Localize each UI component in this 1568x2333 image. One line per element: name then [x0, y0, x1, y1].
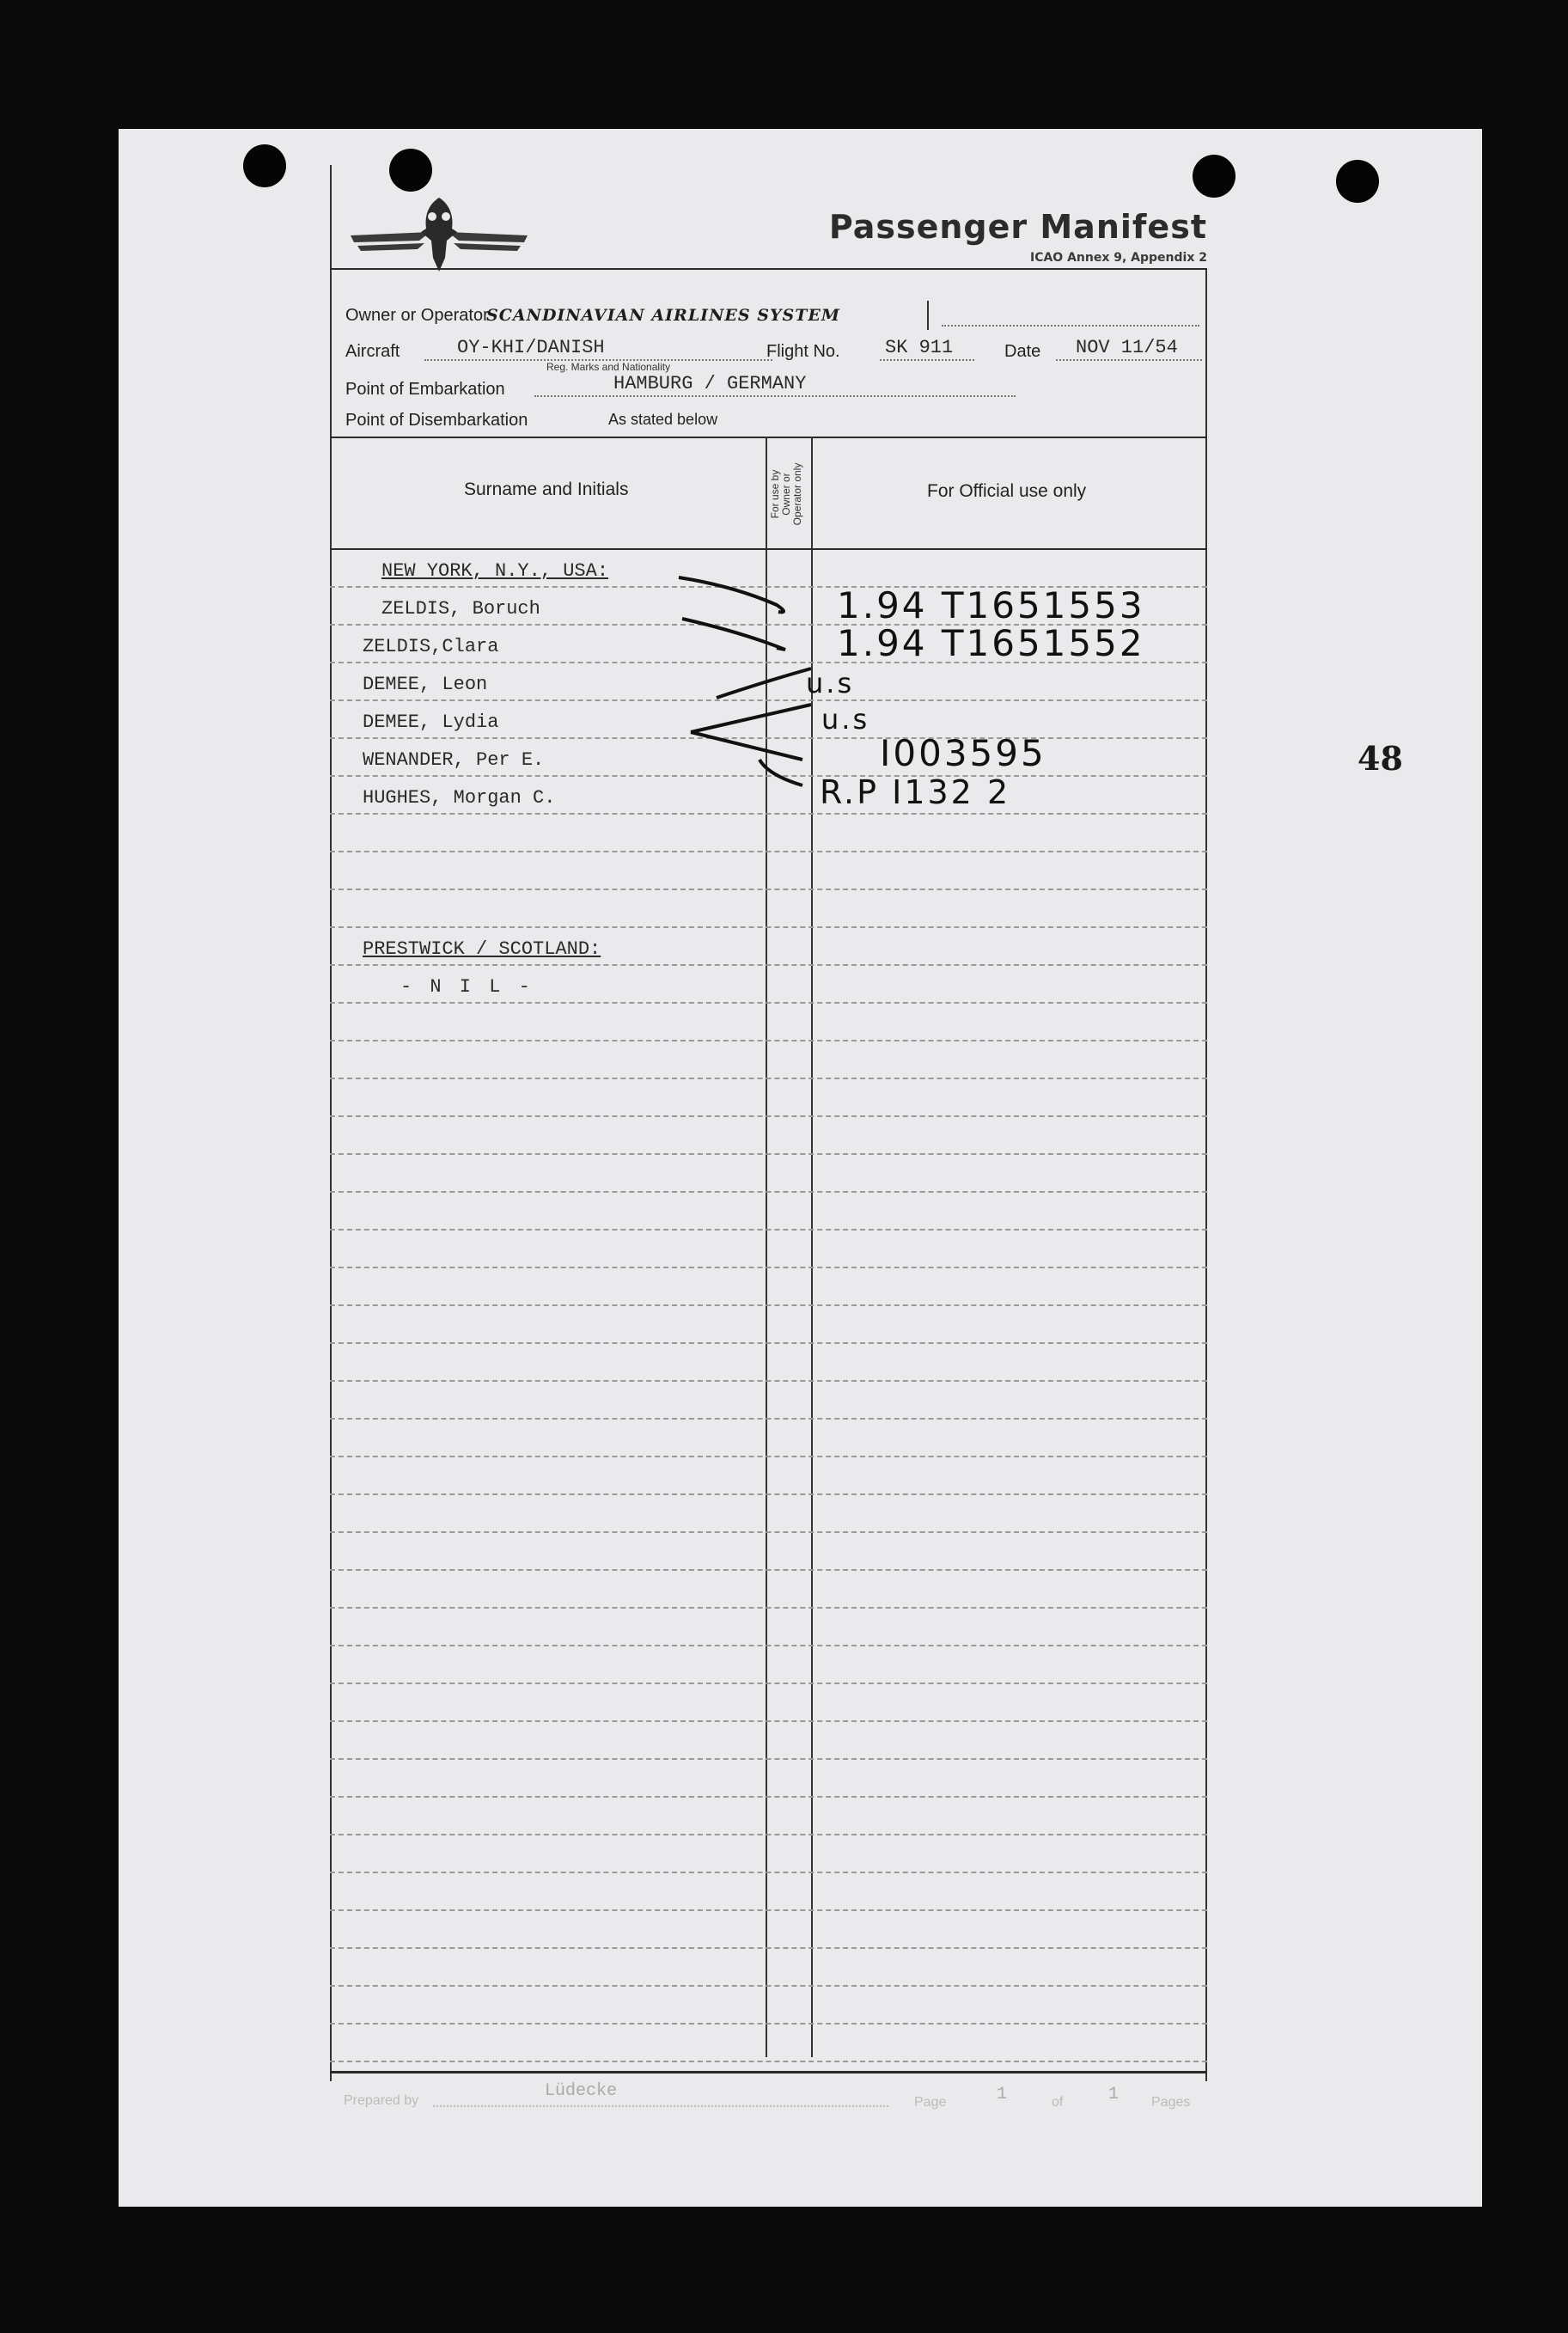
table-row — [330, 1531, 1207, 1533]
passenger-name: DEMEE, Leon — [363, 674, 488, 695]
owner-label: Owner or Operator — [345, 306, 489, 325]
manifest-form — [330, 165, 1207, 2110]
flight-value: SK 911 — [885, 337, 954, 358]
handwritten-note: I003595 — [880, 732, 1046, 774]
passenger-name: WENANDER, Per E. — [363, 749, 545, 771]
header-bottom-rule — [330, 548, 1207, 550]
page-number: 48 — [1358, 739, 1403, 778]
table-row — [330, 1758, 1207, 1760]
table-row — [330, 1267, 1207, 1268]
table-row — [330, 1985, 1207, 1987]
table-row — [330, 889, 1207, 890]
column-header-official: For Official use only — [927, 481, 1087, 501]
table-row — [330, 1229, 1207, 1231]
column-header-name: Surname and Initials — [464, 479, 629, 499]
divider — [927, 301, 929, 330]
table-row — [330, 2061, 1207, 2062]
page-subtitle: ICAO Annex 9, Appendix 2 — [1029, 251, 1207, 265]
handwritten-note: 1.94 T1651553 — [837, 584, 1145, 626]
table-row — [330, 1569, 1207, 1571]
punch-hole — [243, 144, 286, 187]
table-row — [330, 1683, 1207, 1684]
table-row — [330, 1380, 1207, 1382]
punch-hole — [1336, 160, 1379, 203]
prepared-by-label: Prepared by — [344, 2093, 419, 2108]
embarkation-value: HAMBURG / GERMANY — [613, 373, 807, 394]
owner-use-line: Owner or — [780, 473, 792, 516]
passenger-name: ZELDIS,Clara — [363, 636, 499, 657]
of-value: 1 — [1108, 2085, 1120, 2104]
page-label: Page — [914, 2095, 947, 2110]
flight-label: Flight No. — [766, 342, 840, 361]
aircraft-label: Aircraft — [345, 342, 400, 361]
table-row — [330, 1304, 1207, 1306]
disembarkation-label: Point of Disembarkation — [345, 411, 528, 430]
table-row — [330, 1342, 1207, 1344]
disembarkation-value: As stated below — [608, 411, 718, 428]
handwritten-note: u.s — [806, 667, 855, 699]
handwritten-note: u.s — [821, 703, 870, 736]
date-value: NOV 11/54 — [1076, 337, 1178, 358]
table-row — [330, 1796, 1207, 1798]
destination-heading: PRESTWICK / SCOTLAND: — [363, 938, 601, 960]
table-row — [330, 1191, 1207, 1193]
owner-use-line: Operator only — [791, 462, 803, 526]
table-row — [330, 2023, 1207, 2025]
embarkation-dots — [534, 395, 1016, 397]
passenger-name: ZELDIS, Boruch — [381, 598, 540, 620]
nil-entry: - N I L - — [400, 976, 534, 998]
table-top-rule — [330, 437, 1207, 438]
table-row — [330, 1909, 1207, 1911]
table-row — [330, 1153, 1207, 1155]
header-rule — [330, 268, 1207, 270]
table-row — [330, 1078, 1207, 1079]
destination-heading: NEW YORK, N.Y., USA: — [381, 560, 609, 582]
pages-label: Pages — [1151, 2095, 1191, 2110]
table-row — [330, 1002, 1207, 1004]
table-bottom-rule — [330, 2071, 1207, 2073]
date-label: Date — [1004, 342, 1041, 361]
page-title: Passenger Manifest — [828, 208, 1207, 246]
table-row — [330, 1645, 1207, 1646]
owner-value: SCANDINAVIAN AIRLINES SYSTEM — [486, 306, 840, 325]
table-row — [330, 1456, 1207, 1457]
flight-dots — [880, 359, 974, 361]
table-row — [330, 1115, 1207, 1117]
table-row — [330, 1040, 1207, 1041]
owner-dots — [942, 325, 1199, 327]
table-row — [330, 1607, 1207, 1609]
table-row — [330, 926, 1207, 928]
table-row — [330, 1872, 1207, 1873]
handwritten-note: R.P I132 2 — [820, 773, 1011, 811]
aircraft-value: OY-KHI/DANISH — [457, 337, 605, 358]
table-row — [330, 1493, 1207, 1495]
table-row — [330, 851, 1207, 852]
column-header-owner-use — [770, 446, 806, 542]
table-row — [330, 1720, 1207, 1722]
of-label: of — [1052, 2095, 1064, 2110]
table-row — [330, 964, 1207, 966]
page-value: 1 — [997, 2085, 1008, 2104]
airline-logo-icon — [349, 191, 529, 277]
prepared-by-value: Lüdecke — [545, 2081, 618, 2101]
passenger-name: DEMEE, Lydia — [363, 712, 499, 733]
aircraft-sublabel: Reg. Marks and Nationality — [546, 361, 671, 373]
owner-use-line: For use by — [769, 469, 781, 519]
right-border — [1205, 268, 1207, 2081]
passenger-name: HUGHES, Morgan C. — [363, 787, 556, 809]
date-dots — [1056, 359, 1202, 361]
table-row — [330, 1834, 1207, 1835]
prepared-dots — [433, 2105, 888, 2107]
embarkation-label: Point of Embarkation — [345, 380, 505, 399]
left-border — [330, 165, 332, 2081]
table-row — [330, 1418, 1207, 1420]
handwritten-note: 1.94 T1651552 — [837, 622, 1145, 664]
table-row — [330, 1947, 1207, 1949]
